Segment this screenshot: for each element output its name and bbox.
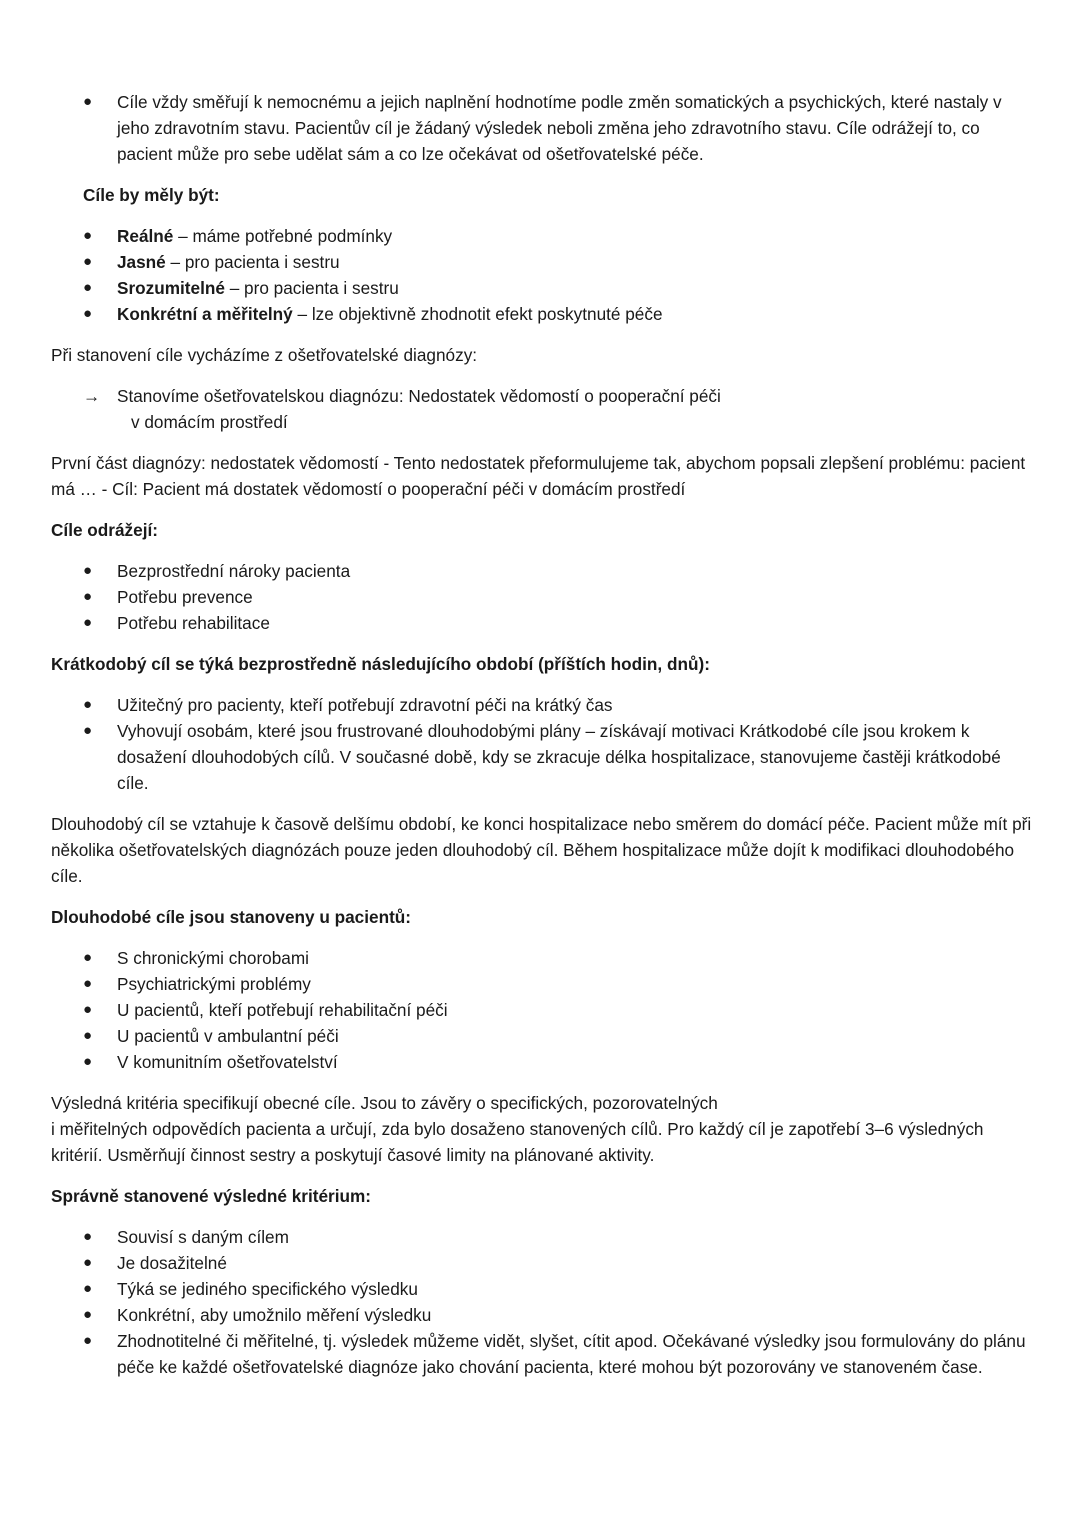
list-item bbox=[83, 610, 1036, 636]
bullet-icon: ● bbox=[83, 279, 93, 296]
diagnosis-arrow-list bbox=[51, 383, 1036, 435]
criteria-paragraph bbox=[51, 1090, 1036, 1168]
bullet-icon: ● bbox=[83, 253, 93, 270]
diagnosis-intro: Při stanovení cíle vycházíme z ošetřovatelské diagnózy: bbox=[51, 345, 478, 365]
bullet-icon: ● bbox=[83, 1027, 93, 1044]
bullet-icon: ● bbox=[83, 1254, 93, 1271]
bullet-icon: ● bbox=[83, 1053, 93, 1070]
bullet-icon: ● bbox=[83, 1001, 93, 1018]
list-item bbox=[83, 1049, 1036, 1075]
list-item bbox=[83, 89, 1036, 167]
bullet-icon: ● bbox=[83, 1306, 93, 1323]
list-item bbox=[83, 301, 1036, 327]
bullet-icon: ● bbox=[83, 93, 93, 110]
intro-list bbox=[51, 89, 1036, 167]
list-item-text: Psychiatrickými problémy bbox=[117, 974, 311, 994]
bullet-icon: ● bbox=[83, 227, 93, 244]
list-item bbox=[83, 1023, 1036, 1049]
goal-desc: – lze objektivně zhodnotit efekt poskytnuté péče bbox=[292, 304, 663, 324]
goal-term: Jasné bbox=[117, 252, 166, 272]
list-item bbox=[83, 558, 1036, 584]
list-item-text: Vyhovují osobám, které jsou frustrované dlouhodobými plány – získávají motivaci Krátkodobé cíle jsou krokem k dosažení dlouhodobých cílů. V současné době, kdy se zkracuje délka hospitalizace, stanovujeme častěji krátkodobé cíle. bbox=[117, 721, 1001, 793]
list-item bbox=[83, 718, 1036, 796]
goal-term: Srozumitelné bbox=[117, 278, 225, 298]
arrow-right-icon: → bbox=[83, 386, 101, 406]
list-item-text: Potřebu prevence bbox=[117, 587, 253, 607]
list-item bbox=[83, 945, 1036, 971]
list-item bbox=[83, 997, 1036, 1023]
goal-desc: – pro pacienta i sestru bbox=[165, 252, 340, 272]
list-item bbox=[83, 1276, 1036, 1302]
list-item bbox=[83, 1224, 1036, 1250]
bullet-icon: ● bbox=[83, 614, 93, 631]
goal-term: Reálné bbox=[117, 226, 174, 246]
long-term-heading: Dlouhodobé cíle jsou stanoveny u pacientů: bbox=[51, 907, 412, 927]
list-item-text: Týká se jediného specifického výsledku bbox=[117, 1279, 418, 1299]
bullet-icon: ● bbox=[83, 696, 93, 713]
intro-bullet-text: Cíle vždy směřují k nemocnému a jejich naplnění hodnotíme podle změn somatických a psychických, které nastaly v jeho zdravotním stavu. Pacientův cíl je žádaný výsledek neboli změna jeho zdravotního stavu. Cíle odrážejí to, co pacient může pro sebe udělat sám a co lze očekávat od ošetřovatelské péče. bbox=[117, 92, 1002, 164]
list-item bbox=[83, 383, 1036, 435]
goals-reflect-list bbox=[51, 558, 1036, 636]
diagnosis-part-paragraph: První část diagnózy: nedostatek vědomostí - Tento nedostatek přeformulujeme tak, abychom popsali zlepšení problému: pacient má … - Cíl: Pacient má dostatek vědomostí o pooperační péči v domácím prostředí bbox=[51, 453, 1026, 499]
list-item-text: Užitečný pro pacienty, kteří potřebují zdravotní péči na krátký čas bbox=[117, 695, 613, 715]
list-item-text: U pacientů, kteří potřebují rehabilitační péči bbox=[117, 1000, 448, 1020]
goals-should-be-heading: Cíle by měly být: bbox=[83, 185, 220, 205]
bullet-icon: ● bbox=[83, 588, 93, 605]
criteria-paragraph-line2: i měřitelných odpovědích pacienta a určují, zda bylo dosaženo stanovených cílů. Pro každý cíl je zapotřebí 3–6 výsledných kritérií. Usměrňují činnost sestry a poskytují časové limity na plánované aktivity. bbox=[51, 1119, 984, 1165]
bullet-icon: ● bbox=[83, 562, 93, 579]
bullet-icon: ● bbox=[83, 1332, 93, 1349]
list-item bbox=[83, 971, 1036, 997]
list-item bbox=[83, 1302, 1036, 1328]
short-term-heading: Krátkodobý cíl se týká bezprostředně následujícího období (příštích hodin, dnů): bbox=[51, 654, 710, 674]
criteria-heading: Správně stanovené výsledné kritérium: bbox=[51, 1186, 372, 1206]
list-item bbox=[83, 1250, 1036, 1276]
list-item-text: Je dosažitelné bbox=[117, 1253, 227, 1273]
bullet-icon: ● bbox=[83, 1280, 93, 1297]
goal-desc: – máme potřebné podmínky bbox=[173, 226, 393, 246]
goals-should-be-list bbox=[51, 223, 1036, 327]
list-item-text: Bezprostřední nároky pacienta bbox=[117, 561, 351, 581]
list-item-text: Souvisí s daným cílem bbox=[117, 1227, 289, 1247]
list-item bbox=[83, 584, 1036, 610]
bullet-icon: ● bbox=[83, 949, 93, 966]
bullet-icon: ● bbox=[83, 1228, 93, 1245]
list-item-text: Zhodnotitelné či měřitelné, tj. výsledek můžeme vidět, slyšet, cítit apod. Očekávané výsledky jsou formulovány do plánu péče ke každé ošetřovatelské diagnóze jako chování pacienta, které mohou být pozorovány ve stanoveném čase. bbox=[117, 1331, 1026, 1377]
document-page bbox=[51, 89, 1036, 1380]
diagnosis-arrow-line2: v domácím prostředí bbox=[131, 412, 288, 432]
diagnosis-arrow-line1: Stanovíme ošetřovatelskou diagnózu: Nedostatek vědomostí o pooperační péči bbox=[117, 386, 721, 406]
list-item-text: Konkrétní, aby umožnilo měření výsledku bbox=[117, 1305, 432, 1325]
list-item bbox=[83, 275, 1036, 301]
bullet-icon: ● bbox=[83, 305, 93, 322]
goal-term: Konkrétní a měřitelný bbox=[117, 304, 293, 324]
list-item-text: S chronickými chorobami bbox=[117, 948, 309, 968]
list-item-text: V komunitním ošetřovatelství bbox=[117, 1052, 338, 1072]
list-item-text: Potřebu rehabilitace bbox=[117, 613, 270, 633]
criteria-paragraph-line1: Výsledná kritéria specifikují obecné cíle. Jsou to závěry o specifických, pozorovatelných bbox=[51, 1093, 718, 1113]
list-item bbox=[83, 249, 1036, 275]
long-term-list bbox=[51, 945, 1036, 1075]
list-item bbox=[83, 223, 1036, 249]
list-item bbox=[83, 1328, 1036, 1380]
bullet-icon: ● bbox=[83, 975, 93, 992]
long-term-paragraph: Dlouhodobý cíl se vztahuje k časově delšímu období, ke konci hospitalizace nebo směrem do domácí péče. Pacient může mít při několika ošetřovatelských diagnózách pouze jeden dlouhodobý cíl. Během hospitalizace může dojít k modifikaci dlouhodobého cíle. bbox=[51, 814, 1032, 886]
list-item bbox=[83, 692, 1036, 718]
list-item-text: U pacientů v ambulantní péči bbox=[117, 1026, 339, 1046]
short-term-list bbox=[51, 692, 1036, 796]
criteria-list bbox=[51, 1224, 1036, 1380]
bullet-icon: ● bbox=[83, 722, 93, 739]
goals-reflect-heading: Cíle odrážejí: bbox=[51, 520, 158, 540]
goal-desc: – pro pacienta i sestru bbox=[224, 278, 399, 298]
